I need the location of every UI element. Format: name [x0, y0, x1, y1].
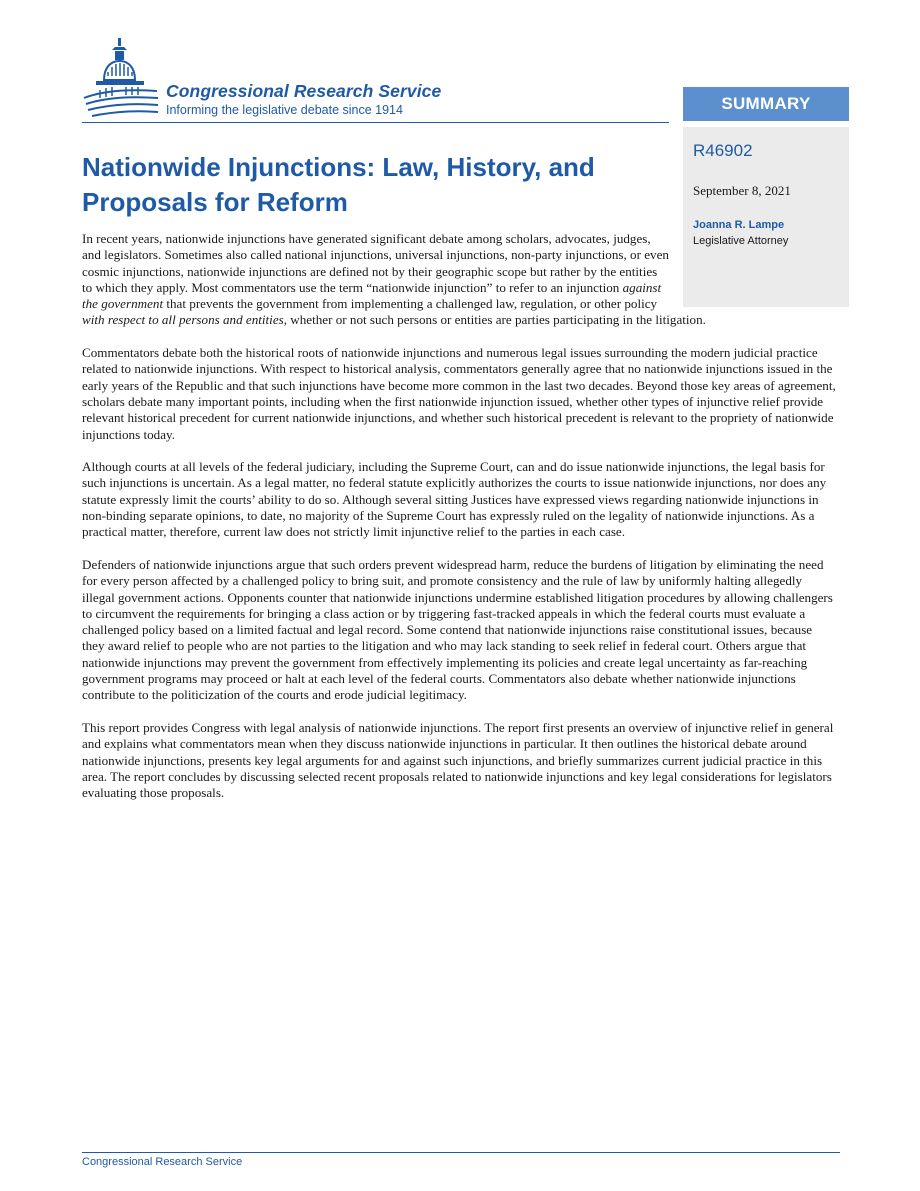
- paragraph-1-text-c: , whether or not such persons or entities are parties participating in the litigation.: [283, 312, 706, 328]
- footer-text: Congressional Research Service: [82, 1156, 243, 1168]
- paragraph-3: Although courts at all levels of the federal judiciary, including the Supreme Court, can and do issue nationwide injunctions, the legal basis for such injunctions is uncertain. As a legal matter, no federal statute explicitly authorizes the courts to issue nationwide injunctions, nor does any statute expressly limit the courts’ ability to do so. Although several sitting Justices have expressed views regarding nationwide injunctions in non-binding separate opinions, to date, no majority of the Supreme Court has expressly ruled on the legality of nationwide injunctions. As a practical matter, therefore, current law does not strictly limit injunctive relief to the parties in each case.: [82, 459, 827, 540]
- capitol-dome-icon: [82, 36, 162, 122]
- paragraph-1-text-a: In recent years, nationwide injunctions have generated significant debate among scholars, advocates, judges, and legislators. Sometimes also called national injunctions, universal injunctions, non-party injunctions, or even cosmic injunctions, nationwide injunctions are defined not by their geographic scope but rather by the entities to which they apply. Most commentators use the term “nationwide injunction” to refer to an injunction: [82, 231, 669, 295]
- author-name: Joanna R. Lampe: [693, 219, 785, 231]
- page-title: Nationwide Injunctions: Law, History, and Proposals for Reform: [82, 152, 595, 217]
- summary-heading: SUMMARY: [683, 87, 849, 121]
- crs-logo: [82, 36, 482, 124]
- report-id: R46902: [693, 141, 753, 160]
- org-tagline: Informing the legislative debate since 1914: [166, 103, 403, 117]
- summary-panel-spacer: [669, 231, 837, 307]
- paragraph-1-emphasis-1: against the government: [82, 279, 662, 312]
- paragraph-1-text-b: that prevents the government from implementing a challenged law, regulation, or other policy: [163, 296, 658, 312]
- paragraph-4: Defenders of nationwide injunctions argue that such orders prevent widespread harm, reduce the burdens of litigation by eliminating the need for every person affected by a challenged policy to bring suit, and promote consistency and the rule of law by uniformly halting allegedly illegal government actions. Opponents counter that nationwide injunctions undermine established litigation procedures by allowing challengers to circumvent the requirements for bringing a class action or by triggering fast-tracked appeals in which the federal courts must evaluate a challenged policy based on a limited factual and legal record. Some contend that nationwide injunctions raise constitutional issues, because they award relief to people who are not parties to the litigation and who may lack standing to seek relief in federal court. Others argue that nationwide injunctions may prevent the government from effectively implementing its policies and create legal uncertainty as far-reaching government programs may proceed or halt at each level of the federal courts. Commentators also debate whether nationwide injunctions contribute to the politicization of the courts and erode judicial legitimacy.: [82, 556, 833, 703]
- org-name: Congressional Research Service: [166, 81, 442, 101]
- paragraph-2: Commentators debate both the historical roots of nationwide injunctions and numerous legal issues surrounding the modern judicial practice related to nationwide injunctions. With respect to historical analysis, commentators generally agree that no nationwide injunctions issued in the early years of the Republic and that such injunctions have become more common in the last two decades. Beyond those key areas of agreement, scholars debate many important points, including when the first nationwide injunction issued, whether other types of injunctive relief provide relevant historical precedent for current nationwide injunctions, and whether such historical precedent is relevant to the propriety of nationwide injunctions today.: [82, 345, 836, 442]
- author-title: Legislative Attorney: [693, 235, 789, 247]
- document-body: [82, 231, 837, 818]
- paragraph-5: This report provides Congress with legal analysis of nationwide injunctions. The report first presents an overview of injunctive relief in general and explains what commentators mean when they discuss nationwide injunctions in particular. It then outlines the historical debate around nationwide injunctions, presents key legal arguments for and against such injunctions, and briefly summarizes current judicial practice in this area. The report concludes by discussing selected recent proposals related to nationwide injunctions and key legal considerations for legislators evaluating those proposals.: [82, 719, 834, 801]
- paragraph-1-emphasis-2: with respect to all persons and entities: [82, 312, 284, 328]
- report-date: September 8, 2021: [693, 183, 791, 198]
- footer-divider: [82, 1152, 840, 1153]
- header-divider: [82, 122, 669, 123]
